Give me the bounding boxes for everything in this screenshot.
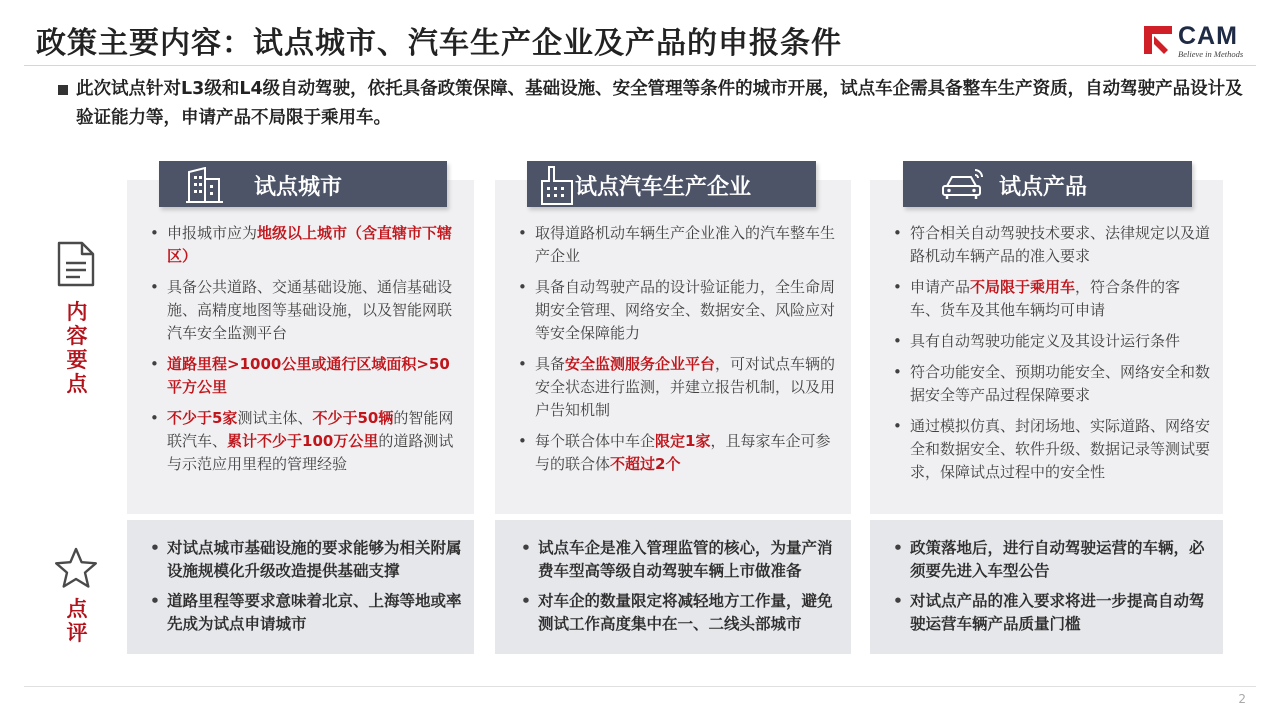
side-label-content: 内容要点 xyxy=(66,300,88,396)
enterprise-criteria-item: • 具备安全监测服务企业平台，可对试点车辆的安全状态进行监测，并建立报告机制，以及用户告知机制 xyxy=(513,353,841,422)
product-criteria-list xyxy=(888,222,1210,492)
column-title-enterprise: 试点汽车生产企业 xyxy=(575,175,752,200)
side-label-review: 点评 xyxy=(66,597,88,645)
page-title: 政策主要内容：试点城市、汽车生产企业及产品的申报条件 xyxy=(36,26,842,61)
enterprise-criteria-item: • 取得道路机动车辆生产企业准入的汽车整车生产企业 xyxy=(513,222,841,268)
enterprise-criteria-item: • 每个联合体中车企限定1家，且每家车企可参与的联合体不超过2个 xyxy=(513,430,841,476)
product-criteria-item: • 具有自动驾驶功能定义及其设计运行条件 xyxy=(888,330,1210,353)
product-criteria-item: • 通过模拟仿真、封闭场地、实际道路、网络安全和数据安全、软件升级、数据记录等测试要求，保障试点过程中的安全性 xyxy=(888,415,1210,484)
page-number: 2 xyxy=(1238,692,1246,706)
product-criteria-item: • 符合相关自动驾驶技术要求、法律规定以及道路机动车辆产品的准入要求 xyxy=(888,222,1210,268)
logo-text: CAM xyxy=(1178,22,1238,50)
column-header-product xyxy=(903,161,1192,207)
column-title-city: 试点城市 xyxy=(254,175,343,200)
city-building-icon xyxy=(185,167,225,203)
connected-car-icon xyxy=(939,166,989,202)
city-comment-list xyxy=(145,537,463,643)
product-comment-item: • 对试点产品的准入要求将进一步提高自动驾驶运营车辆产品质量门槛 xyxy=(888,590,1210,636)
city-comment-item: • 道路里程等要求意味着北京、上海等地或率先成为试点申请城市 xyxy=(145,590,463,636)
factory-icon xyxy=(539,165,575,205)
product-comment-item: • 政策落地后，进行自动驾驶运营的车辆，必须要先进入车型公告 xyxy=(888,537,1210,583)
document-icon xyxy=(56,241,96,287)
city-criteria-item: • 道路里程>1000公里或通行区域面积>50平方公里 xyxy=(145,353,463,399)
enterprise-criteria-list xyxy=(513,222,841,484)
logo-tagline: Believe in Methods xyxy=(1178,49,1244,59)
company-logo xyxy=(1144,24,1250,58)
star-icon xyxy=(54,547,98,589)
intro-paragraph xyxy=(58,75,1248,133)
footer-divider xyxy=(24,686,1256,687)
product-criteria-item: • 符合功能安全、预期功能安全、网络安全和数据安全等产品过程保障要求 xyxy=(888,361,1210,407)
column-title-product: 试点产品 xyxy=(999,175,1088,200)
intro-text: 此次试点针对L3级和L4级自动驾驶，依托具备政策保障、基础设施、安全管理等条件的城市开展，试点车企需具备整车生产资质，自动驾驶产品设计及验证能力等，申请产品不局限于乘用车。 xyxy=(76,79,1243,128)
enterprise-comment-list xyxy=(516,537,842,643)
enterprise-criteria-item: • 具备自动驾驶产品的设计验证能力，全生命周期安全管理、网络安全、数据安全、风险应对等安全保障能力 xyxy=(513,276,841,345)
column-header-enterprise xyxy=(527,161,816,207)
city-criteria-item: • 不少于5家测试主体、不少于50辆的智能网联汽车、累计不少于100万公里的道路测试与示范应用里程的管理经验 xyxy=(145,407,463,476)
square-bullet-icon xyxy=(58,85,68,95)
city-criteria-list xyxy=(145,222,463,484)
product-criteria-item: • 申请产品不局限于乘用车，符合条件的客车、货车及其他车辆均可申请 xyxy=(888,276,1210,322)
enterprise-comment-item: • 对车企的数量限定将减轻地方工作量，避免测试工作高度集中在一、二线头部城市 xyxy=(516,590,842,636)
city-criteria-item: • 申报城市应为地级以上城市（含直辖市下辖区） xyxy=(145,222,463,268)
enterprise-comment-item: • 试点车企是准入管理监管的核心，为量产消费车型高等级自动驾驶车辆上市做准备 xyxy=(516,537,842,583)
product-comment-list xyxy=(888,537,1210,643)
city-comment-item: • 对试点城市基础设施的要求能够为相关附属设施规模化升级改造提供基础支撑 xyxy=(145,537,463,583)
cam-logo-mark-icon xyxy=(1144,26,1172,54)
header-divider xyxy=(24,65,1256,66)
column-header-city xyxy=(159,161,447,207)
city-criteria-item: • 具备公共道路、交通基础设施、通信基础设施、高精度地图等基础设施，以及智能网联汽车安全监测平台 xyxy=(145,276,463,345)
